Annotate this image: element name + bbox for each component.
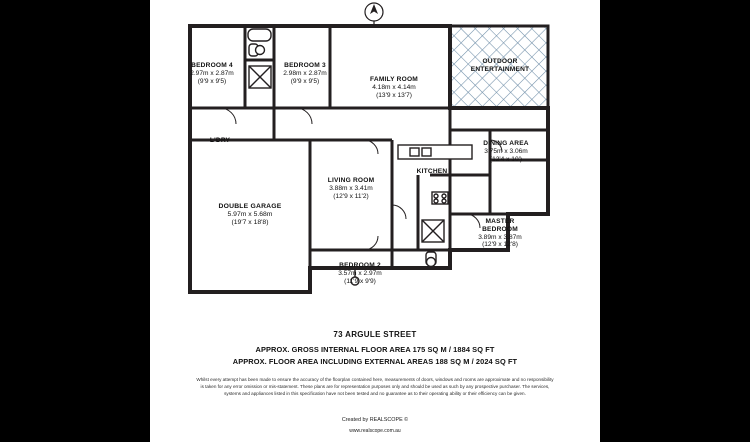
- creator-credit: Created by REALSCOPE ©: [341, 417, 409, 423]
- room-label-bedroom4: BEDROOM 4 2.97m x 2.87m (9'9 x 9'5): [190, 62, 234, 85]
- room-label-double-garage: DOUBLE GARAGE 5.97m x 5.68m (19'7 x 18'8): [218, 203, 282, 227]
- room-label-outdoor-entertainment: OUTDOOR ENTERTAINMENT: [470, 58, 530, 73]
- floorplan-drawing: [150, 0, 600, 320]
- room-label-living-room: LIVING ROOM 3.88m x 3.41m (12'9 x 11'2): [327, 177, 375, 200]
- total-area-including-external: APPROX. FLOOR AREA INCLUDING EXTERNAL AREAS 188 SQ M / 2024 SQ FT: [232, 357, 518, 366]
- room-label-bedroom3: BEDROOM 3 2.98m x 2.87m (9'9 x 9'5): [283, 62, 327, 85]
- room-label-family-room: FAMILY ROOM 4.18m x 4.14m (13'9 x 13'7): [370, 76, 418, 99]
- gross-internal-area: APPROX. GROSS INTERNAL FLOOR AREA 175 SQ M / 1884 SQ FT: [255, 345, 495, 354]
- property-address: 73 ARGULE STREET: [333, 330, 417, 339]
- compass-icon: [365, 3, 383, 25]
- room-label-kitchen: KITCHEN: [416, 168, 448, 175]
- disclaimer-block: [150, 376, 600, 397]
- ensuite-fixtures: [422, 220, 444, 267]
- room-label-laundry: L'DRY: [209, 137, 231, 144]
- room-label-dining-area: DINING AREA 3.75m x 3.06m (12'4 x 10'): [483, 140, 529, 163]
- disclaimer-text: Whilst every attempt has been made to ensure the accuracy of the floorplan contained here, measurements of doors, windows and rooms are approximate and no responsibility is taken for any error omission or mis-statement. These plans are for representation purposes only and should be used as such by any prospective purchaser. The services, systems and appliances listed in this specification have not been tested and no guarantee as to their operating ability or their efficiency can be given.: [196, 377, 554, 397]
- creator-website[interactable]: www.realscope.com.au: [349, 428, 401, 434]
- floorplan-sheet: [150, 0, 600, 442]
- room-label-master-bedroom: MASTER BEDROOM 3.89m x 3.87m (12'9 x 12'8): [478, 218, 522, 249]
- room-label-bedroom2: BEDROOM 2 3.57m x 2.97m (11'9 x 9'9): [338, 262, 382, 285]
